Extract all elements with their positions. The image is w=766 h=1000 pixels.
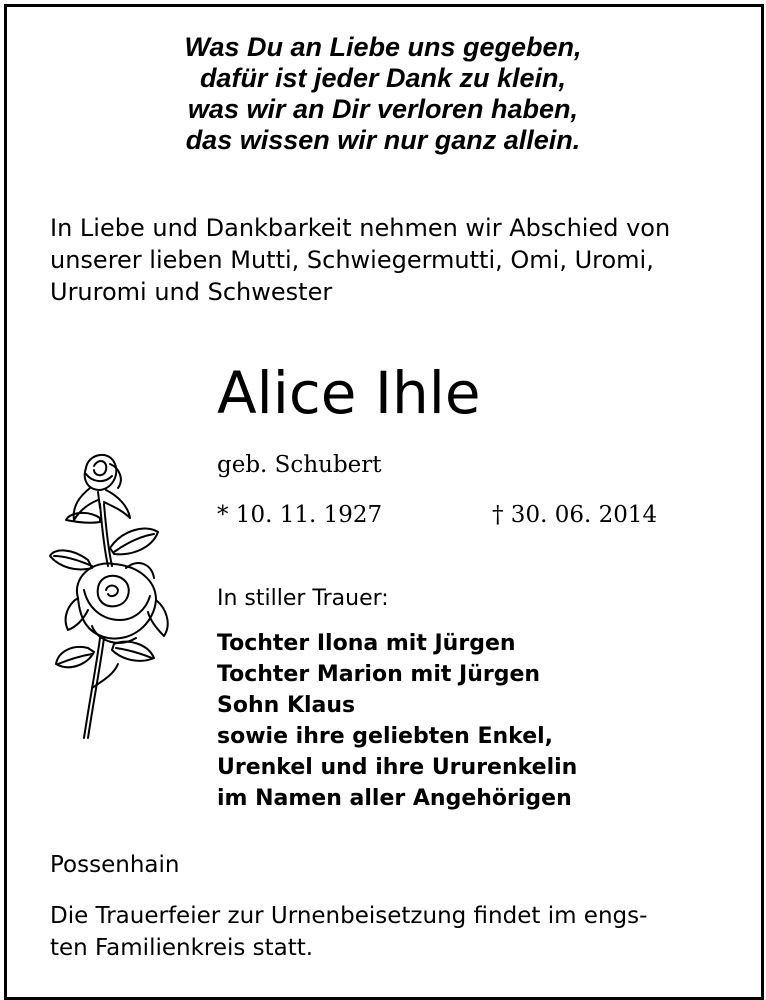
death-date: † 30. 06. 2014 bbox=[492, 502, 658, 528]
poem-line: das wissen wir nur ganz allein. bbox=[185, 125, 581, 155]
mourner-line: im Namen aller Angehörigen bbox=[217, 786, 572, 811]
mourner-line: sowie ihre geliebten Enkel, bbox=[217, 724, 554, 749]
poem-line: dafür ist jeder Dank zu klein, bbox=[199, 63, 567, 93]
birth-name: geb. Schubert bbox=[217, 452, 382, 478]
notice-line: ten Familienkreis statt. bbox=[50, 935, 314, 961]
deceased-name: Alice Ihle bbox=[217, 359, 481, 427]
intro-line: Ururomi und Schwester bbox=[50, 278, 333, 306]
intro-line: unserer lieben Mutti, Schwiegermutti, Omi, Uromi, bbox=[50, 246, 654, 274]
poem-line: Was Du an Liebe uns gegeben, bbox=[184, 32, 582, 62]
mourner-line: Urenkel und ihre Ururenkelin bbox=[217, 755, 578, 780]
notice-line: Die Trauerfeier zur Urnenbeisetzung findet im engs- bbox=[50, 903, 648, 929]
farewell-text bbox=[50, 212, 730, 308]
poem-line: was wir an Dir verloren haben, bbox=[187, 94, 579, 124]
mourner-line: Tochter Ilona mit Jürgen bbox=[217, 631, 516, 656]
poem bbox=[0, 32, 766, 156]
mourners-list bbox=[217, 628, 577, 814]
rose-icon bbox=[48, 448, 178, 748]
birth-date: * 10. 11. 1927 bbox=[217, 502, 383, 528]
funeral-notice bbox=[50, 900, 647, 964]
mourner-line: Tochter Marion mit Jürgen bbox=[217, 662, 541, 687]
place-name: Possenhain bbox=[50, 852, 180, 878]
intro-line: In Liebe und Dankbarkeit nehmen wir Abschied von bbox=[50, 214, 671, 242]
mourning-heading: In stiller Trauer: bbox=[217, 586, 389, 611]
mourner-line: Sohn Klaus bbox=[217, 693, 356, 718]
